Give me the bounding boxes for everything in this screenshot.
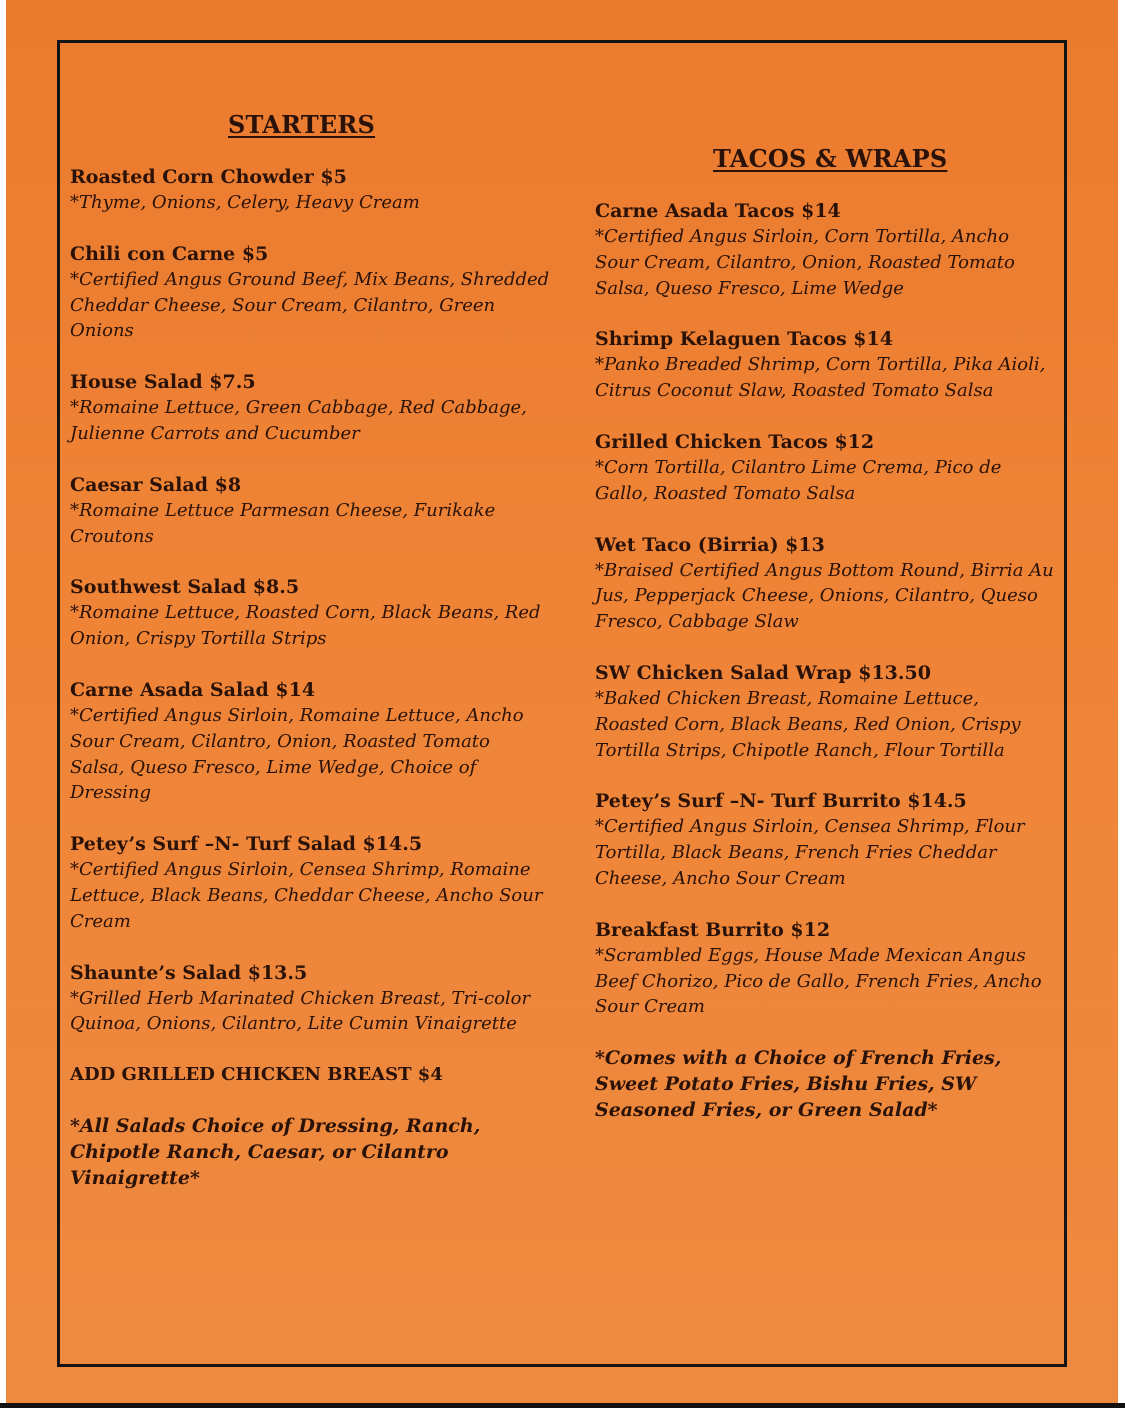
bottom-edge xyxy=(0,1403,1125,1408)
menu-item xyxy=(595,429,1057,507)
item-description: *Romaine Lettuce, Green Cabbage, Red Cabbage, Julienne Carrots and Cucumber xyxy=(70,397,527,444)
tacos-title: TACOS & WRAPS xyxy=(713,144,948,173)
item-description: *Scrambled Eggs, House Made Mexican Angus Beef Chorizo, Pico de Gallo, French Fries, Ancho Sour Cream xyxy=(595,944,1042,1018)
item-name: Carne Asada Salad $14 xyxy=(70,678,316,701)
item-name: Petey’s Surf –N- Turf Burrito $14.5 xyxy=(595,790,967,813)
menu-item xyxy=(70,241,550,344)
menu-item xyxy=(595,198,1057,301)
item-name: House Salad $7.5 xyxy=(70,371,256,394)
item-name: Chili con Carne $5 xyxy=(70,242,269,265)
item-description: *Certified Angus Sirloin, Censea Shrimp, Romaine Lettuce, Black Beans, Cheddar Cheese, Ancho Sour Cream xyxy=(70,859,543,932)
menu-item xyxy=(70,369,550,447)
item-description: *Romaine Lettuce Parmesan Cheese, Furikake Croutons xyxy=(70,499,496,547)
item-description: *Thyme, Onions, Celery, Heavy Cream xyxy=(70,192,420,213)
item-name: Caesar Salad $8 xyxy=(70,473,242,496)
menu-item xyxy=(595,788,1057,891)
item-name: SW Chicken Salad Wrap $13.50 xyxy=(595,661,931,684)
item-name: Roasted Corn Chowder $5 xyxy=(70,166,347,188)
item-description: *Braised Certified Angus Bottom Round, Birria Au Jus, Pepperjack Cheese, Onions, Cilantro, Queso Fresco, Cabbage Slaw xyxy=(595,559,1054,633)
item-name: Carne Asada Tacos $14 xyxy=(595,200,841,222)
tacos-column xyxy=(595,142,1057,1123)
item-description: *Certified Angus Ground Beef, Mix Beans, Shredded Cheddar Cheese, Sour Cream, Cilantro, Green Onions xyxy=(70,268,550,342)
item-description: *Baked Chicken Breast, Romaine Lettuce, Roasted Corn, Black Beans, Red Onion, Crispy Tortilla Strips, Chipotle Ranch, Flour Tortilla xyxy=(595,687,1021,761)
item-name: Wet Taco (Birria) $13 xyxy=(595,533,825,556)
menu-item xyxy=(70,677,550,806)
item-description: *Certified Angus Sirloin, Romaine Lettuce, Ancho Sour Cream, Cilantro, Onion, Roasted Tomato Salsa, Queso Fresco, Lime Wedge, Choice of Dressing xyxy=(70,704,524,804)
menu-item xyxy=(70,960,550,1038)
item-description: *Panko Breaded Shrimp, Corn Tortilla, Pika Aioli, Citrus Coconut Slaw, Roasted Tomato Salsa xyxy=(595,354,1046,402)
menu-item xyxy=(595,532,1057,635)
menu-item xyxy=(595,660,1057,763)
starters-title: STARTERS xyxy=(228,110,376,139)
item-description: *Certified Angus Sirloin, Censea Shrimp, Flour Tortilla, Black Beans, French Fries Cheddar Cheese, Ancho Sour Cream xyxy=(595,816,1025,889)
menu-item xyxy=(70,831,550,934)
item-name: Grilled Chicken Tacos $12 xyxy=(595,430,875,453)
menu-item xyxy=(70,164,550,216)
menu-item xyxy=(595,917,1057,1020)
item-name: Southwest Salad $8.5 xyxy=(70,576,300,599)
tacos-list xyxy=(595,198,1057,1020)
item-description: *Romaine Lettuce, Roasted Corn, Black Beans, Red Onion, Crispy Tortilla Strips xyxy=(70,602,541,650)
item-description: *Certified Angus Sirloin, Corn Tortilla, Ancho Sour Cream, Cilantro, Onion, Roasted Tomato Salsa, Queso Fresco, Lime Wedge xyxy=(595,226,1015,299)
menu-item xyxy=(70,472,550,550)
starters-list xyxy=(70,164,550,1037)
item-name: Shaunte’s Salad $13.5 xyxy=(70,961,308,984)
item-name: Breakfast Burrito $12 xyxy=(595,918,831,941)
addon-line: ADD GRILLED CHICKEN BREAST $4 xyxy=(70,1064,443,1086)
item-name: Petey’s Surf –N- Turf Salad $14.5 xyxy=(70,833,423,856)
menu-item xyxy=(595,326,1057,404)
menu-item xyxy=(70,574,550,652)
item-description: *Grilled Herb Marinated Chicken Breast, Tri-color Quinoa, Onions, Cilantro, Lite Cumin Vinaigrette xyxy=(70,987,531,1035)
item-name: Shrimp Kelaguen Tacos $14 xyxy=(595,328,893,351)
sides-note: *Comes with a Choice of French Fries, Sweet Potato Fries, Bishu Fries, SW Seasoned Fries, or Green Salad* xyxy=(595,1047,1002,1122)
item-description: *Corn Tortilla, Cilantro Lime Crema, Pico de Gallo, Roasted Tomato Salsa xyxy=(595,456,1002,504)
salad-dressing-note: *All Salads Choice of Dressing, Ranch, Chipotle Ranch, Caesar, or Cilantro Vinaigrette* xyxy=(70,1115,481,1190)
starters-column xyxy=(70,108,550,1191)
